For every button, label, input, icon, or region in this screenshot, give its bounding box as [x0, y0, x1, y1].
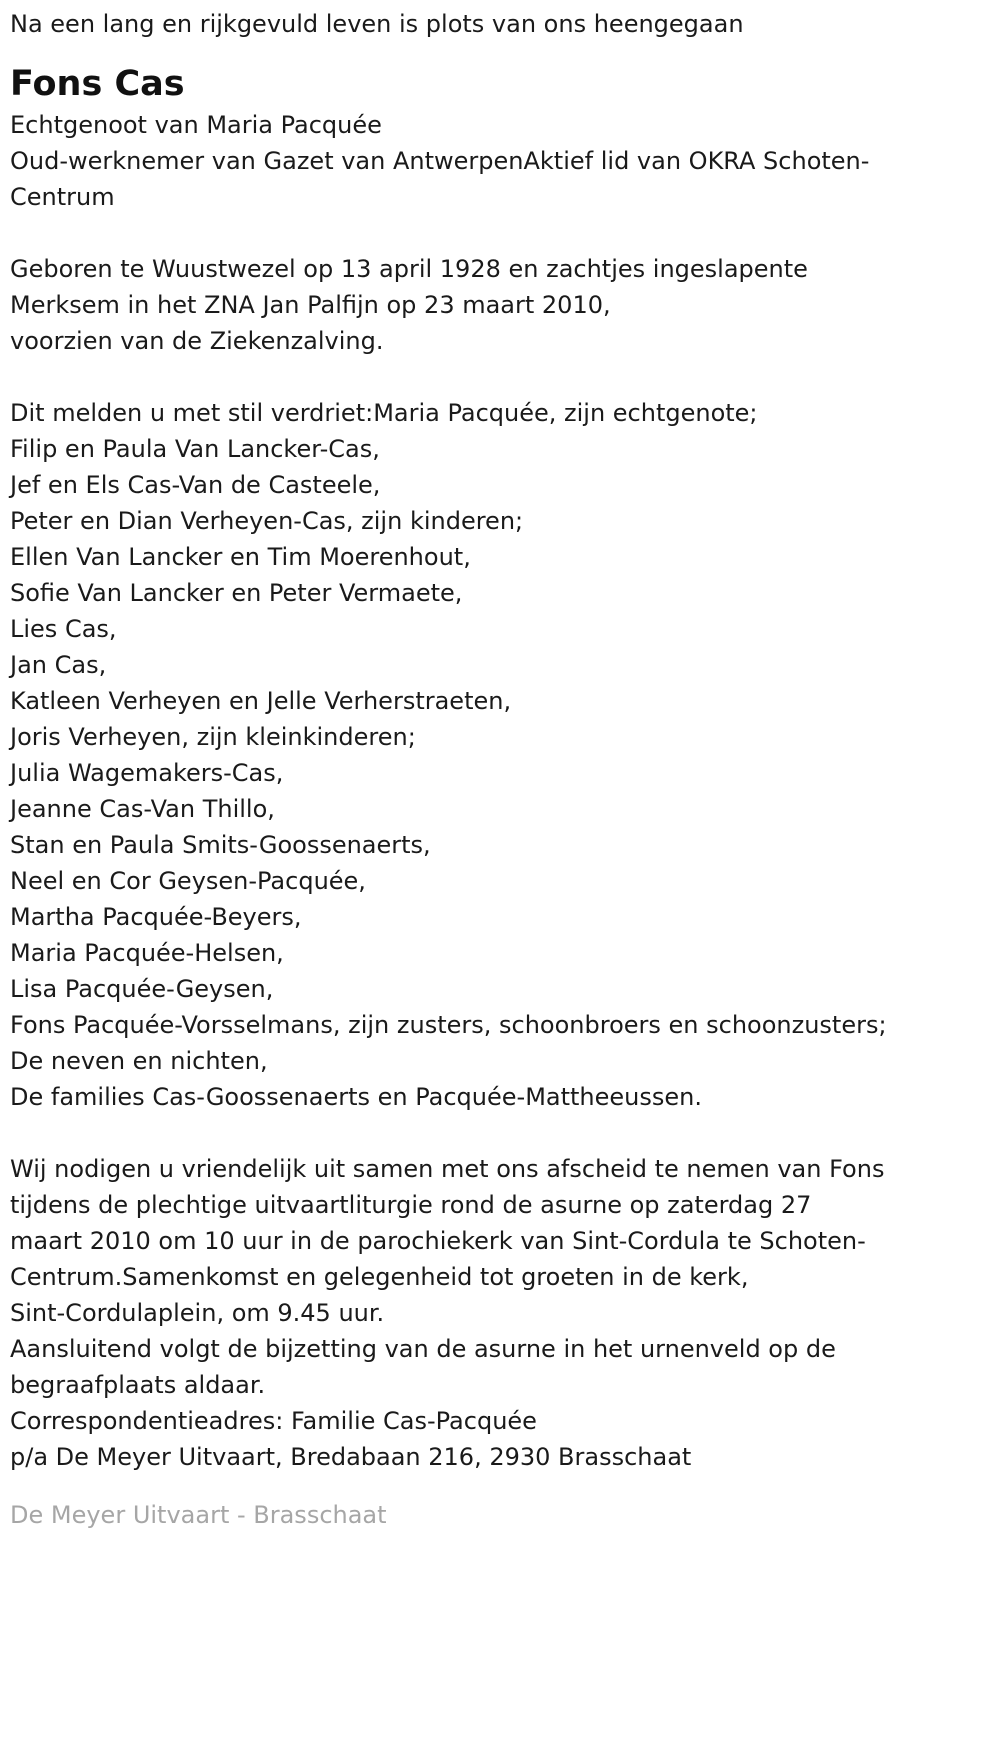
birth-death-line: Merksem in het ZNA Jan Palfijn op 23 maart 2010, — [10, 291, 611, 319]
title-line: Oud-werknemer van Gazet van AntwerpenAktief lid van OKRA Schoten- — [10, 147, 870, 175]
ceremony-line: maart 2010 om 10 uur in de parochiekerk van Sint-Cordula te Schoten- — [10, 1227, 866, 1255]
mourner-line: Fons Pacquée-Vorsselmans, zijn zusters, schoonbroers en schoonzusters; — [10, 1011, 887, 1039]
funeral-home-footer: De Meyer Uitvaart - Brasschaat — [10, 1501, 387, 1529]
mourners-block — [10, 395, 990, 1115]
mourner-line: De neven en nichten, — [10, 1047, 268, 1075]
mourner-line: Jeanne Cas-Van Thillo, — [10, 795, 275, 823]
ceremony-block — [10, 1151, 990, 1475]
mourner-line: Stan en Paula Smits-Goossenaerts, — [10, 831, 431, 859]
mourner-line: Neel en Cor Geysen-Pacquée, — [10, 867, 366, 895]
titles-block — [10, 107, 990, 215]
mourner-line: Jan Cas, — [10, 651, 107, 679]
title-line: Centrum — [10, 183, 115, 211]
mourner-line: Julia Wagemakers-Cas, — [10, 759, 284, 787]
birth-death-line: voorzien van de Ziekenzalving. — [10, 327, 384, 355]
spacer — [10, 1115, 990, 1151]
spacer — [10, 215, 990, 251]
title-line: Echtgenoot van Maria Pacquée — [10, 111, 382, 139]
ceremony-line: Sint-Cordulaplein, om 9.45 uur. — [10, 1299, 385, 1327]
mourner-line: Lisa Pacquée-Geysen, — [10, 975, 274, 1003]
mourner-line: Dit melden u met stil verdriet:Maria Pacquée, zijn echtgenote; — [10, 399, 758, 427]
mourner-line: Ellen Van Lancker en Tim Moerenhout, — [10, 543, 471, 571]
birth-death-block — [10, 251, 990, 359]
obituary-notice — [10, 6, 990, 1557]
intro-line: Na een lang en rijkgevuld leven is plots van ons heengegaan — [10, 10, 744, 38]
ceremony-line: tijdens de plechtige uitvaartliturgie rond de asurne op zaterdag 27 — [10, 1191, 812, 1219]
mourner-line: Lies Cas, — [10, 615, 117, 643]
correspondence-line: Correspondentieadres: Familie Cas-Pacquée — [10, 1407, 537, 1435]
mourner-line: Katleen Verheyen en Jelle Verherstraeten, — [10, 687, 512, 715]
mourner-line: De families Cas-Goossenaerts en Pacquée-Mattheeussen. — [10, 1083, 702, 1111]
ceremony-line: Wij nodigen u vriendelijk uit samen met ons afscheid te nemen van Fons — [10, 1155, 885, 1183]
mourner-line: Sofie Van Lancker en Peter Vermaete, — [10, 579, 463, 607]
mourner-line: Martha Pacquée-Beyers, — [10, 903, 302, 931]
mourner-line: Peter en Dian Verheyen-Cas, zijn kinderen; — [10, 507, 524, 535]
mourner-line: Jef en Els Cas-Van de Casteele, — [10, 471, 381, 499]
deceased-name: Fons Cas — [10, 64, 185, 104]
address-line: p/a De Meyer Uitvaart, Bredabaan 216, 2930 Brasschaat — [10, 1443, 692, 1471]
mourner-line: Filip en Paula Van Lancker-Cas, — [10, 435, 380, 463]
mourner-line: Maria Pacquée-Helsen, — [10, 939, 284, 967]
ceremony-line: Aansluitend volgt de bijzetting van de asurne in het urnenveld op de — [10, 1335, 836, 1363]
ceremony-line: begraafplaats aldaar. — [10, 1371, 266, 1399]
birth-death-line: Geboren te Wuustwezel op 13 april 1928 en zachtjes ingeslapente — [10, 255, 808, 283]
mourner-line: Joris Verheyen, zijn kleinkinderen; — [10, 723, 416, 751]
spacer — [10, 359, 990, 395]
ceremony-line: Centrum.Samenkomst en gelegenheid tot groeten in de kerk, — [10, 1263, 749, 1291]
